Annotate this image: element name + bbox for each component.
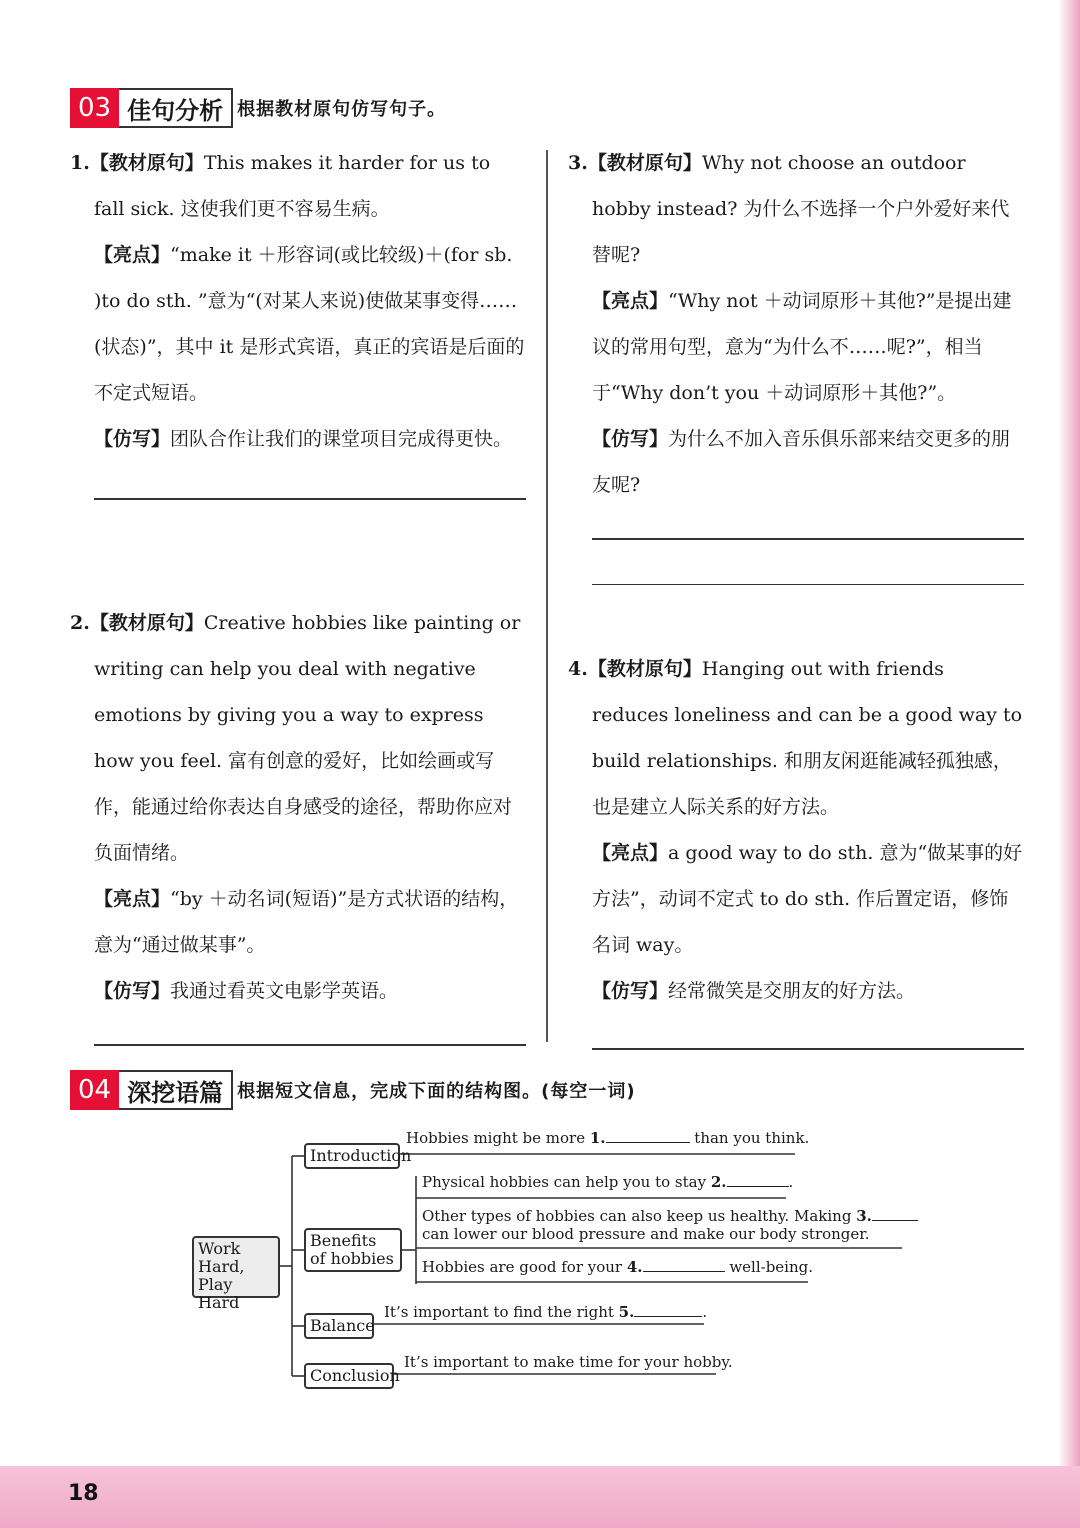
item-4-imitate-text: 经常微笑是交朋友的好方法。 [668,980,916,1002]
blank-2-number: 2. [710,1173,727,1191]
blank-1[interactable] [606,1130,690,1143]
section-03-number: 03 [70,88,119,128]
conclusion-text: It’s important to make time for your hobby. [404,1353,733,1371]
diagram-conclusion-box [304,1363,400,1389]
diagram-benefits-line-2 [422,1207,918,1225]
item-3-imitate-text: 为什么不加入音乐俱乐部来结交更多的朋友呢? [592,428,1011,496]
diagram-balance-box [304,1313,374,1339]
diagram-introduction-text [406,1129,809,1147]
item-2-number: 2. [70,612,90,634]
item-3-number: 3. [568,152,588,174]
item-1-imitate-text: 团队合作让我们的课堂项目完成得更快。 [170,428,513,450]
item-2-answer-line[interactable] [94,1044,526,1046]
intro-text-before: Hobbies might be more [406,1129,590,1147]
item-1-imitate-tag: 【仿写】 [94,428,171,450]
blank-5-number: 5. [618,1303,635,1321]
diagram-balance-text [384,1303,707,1321]
item-3-answer-line-1[interactable] [592,538,1024,540]
balance-text-before: It’s important to find the right [384,1303,619,1321]
item-3-source-text: Why not choose an outdoor hobby instead? 为什么不选择一个户外爱好来代替呢? [592,152,1010,266]
item-1-number: 1. [70,152,90,174]
diagram-benefits-line-2-cont [422,1225,870,1243]
item-1-highlight-text: “make it ＋形容词(或比较级)＋(for sb. )to do sth. ”意为“(对某人来说)使做某事变得……(状态)”，其中 it 是形式宾语，真正的宾语是后面的不定式短语。 [94,244,525,404]
section-03-instruction: 根据教材原句仿写句子。 [237,99,447,120]
diagram-root-label: Work Hard, Play Hard [198,1239,245,1312]
item-1-highlight-tag: 【亮点】 [94,244,171,266]
diagram-root-box [192,1236,280,1312]
item-1 [70,140,526,500]
section-04-header [70,1070,636,1110]
diagram-benefits-box [304,1228,402,1272]
section-03-header [70,88,446,128]
intro-text-after: than you think. [689,1129,810,1147]
page-edge-decoration [1058,0,1080,1528]
diagram-conclusion-text [404,1353,733,1371]
section-04-instruction: 根据短文信息，完成下面的结构图。(每空一词) [237,1081,636,1102]
item-4 [568,646,1024,1050]
blank-5[interactable] [634,1304,702,1317]
item-4-source-text: Hanging out with friends reduces loneliness and can be a good way to build relationships. 和朋友闲逛能减轻孤独感，也是建立人际关系的好方法。 [592,658,1023,818]
item-3 [568,140,1024,585]
item-4-source-tag: 【教材原句】 [587,658,702,680]
benefits-line-3-end: well-being. [724,1258,814,1276]
diagram-introduction-box [304,1143,412,1169]
item-2-highlight-text: “by ＋动名词(短语)”是方式状语的结构，意为“通过做某事”。 [94,888,519,956]
blank-1-number: 1. [589,1129,606,1147]
diagram-introduction-label: Introduction [310,1146,412,1165]
balance-text-after: . [702,1303,708,1321]
item-2-source-tag: 【教材原句】 [89,612,204,634]
item-2 [70,600,526,1046]
item-2-source-text: Creative hobbies like painting or writing can help you deal with negative emotions by giving you a way to express how you feel. 富有创意的爱好，比如绘画或写作，能通过给你表达自身感受的途径，帮助你应对负面情绪。 [94,612,521,864]
benefits-line-2-text: Other types of hobbies can also keep us healthy. Making [422,1207,857,1225]
item-3-highlight-tag: 【亮点】 [592,290,669,312]
item-4-imitate-tag: 【仿写】 [592,980,669,1002]
blank-4-number: 4. [626,1258,643,1276]
diagram-benefits-line-3 [422,1258,813,1276]
section-04-title: 深挖语篇 [119,1070,233,1110]
column-divider [546,150,548,1042]
item-3-highlight-text: “Why not ＋动词原形＋其他?”是提出建议的常用句型，意为“为什么不……呢?”，相当于“Why don’t you ＋动词原形＋其他?”。 [592,290,1012,404]
diagram-balance-label: Balance [310,1316,375,1335]
page-number: 18 [68,1481,99,1506]
item-4-number: 4. [568,658,588,680]
diagram-benefits-label: Benefits of hobbies [310,1231,394,1268]
item-4-highlight-tag: 【亮点】 [592,842,669,864]
section-04-number: 04 [70,1070,119,1110]
benefits-line-2-continued: can lower our blood pressure and make our body stronger. [422,1225,870,1243]
benefits-line-3-text: Hobbies are good for your [422,1258,627,1276]
diagram-benefits-line-1 [422,1173,793,1191]
blank-2[interactable] [727,1174,789,1187]
item-2-imitate-text: 我通过看英文电影学英语。 [170,980,399,1002]
diagram-conclusion-label: Conclusion [310,1366,400,1385]
benefits-line-1-end: . [788,1173,794,1191]
item-3-answer-line-2[interactable] [592,584,1024,586]
benefits-line-1-text: Physical hobbies can help you to stay [422,1173,711,1191]
item-2-imitate-tag: 【仿写】 [94,980,171,1002]
item-4-answer-line[interactable] [592,1048,1024,1050]
item-1-source-tag: 【教材原句】 [89,152,204,174]
item-1-source-text: This makes it harder for us to fall sick. 这使我们更不容易生病。 [94,152,491,220]
item-3-source-tag: 【教材原句】 [587,152,702,174]
item-4-highlight-text: a good way to do sth. 意为“做某事的好方法”，动词不定式 to do sth. 作后置定语，修饰名词 way。 [592,842,1023,956]
item-2-highlight-tag: 【亮点】 [94,888,171,910]
blank-4[interactable] [643,1259,725,1272]
section-03-title: 佳句分析 [119,88,233,128]
item-3-imitate-tag: 【仿写】 [592,428,669,450]
blank-3-number: 3. [856,1207,872,1225]
item-1-answer-line[interactable] [94,498,526,500]
blank-3[interactable] [872,1208,918,1221]
footer-band [0,1466,1080,1528]
